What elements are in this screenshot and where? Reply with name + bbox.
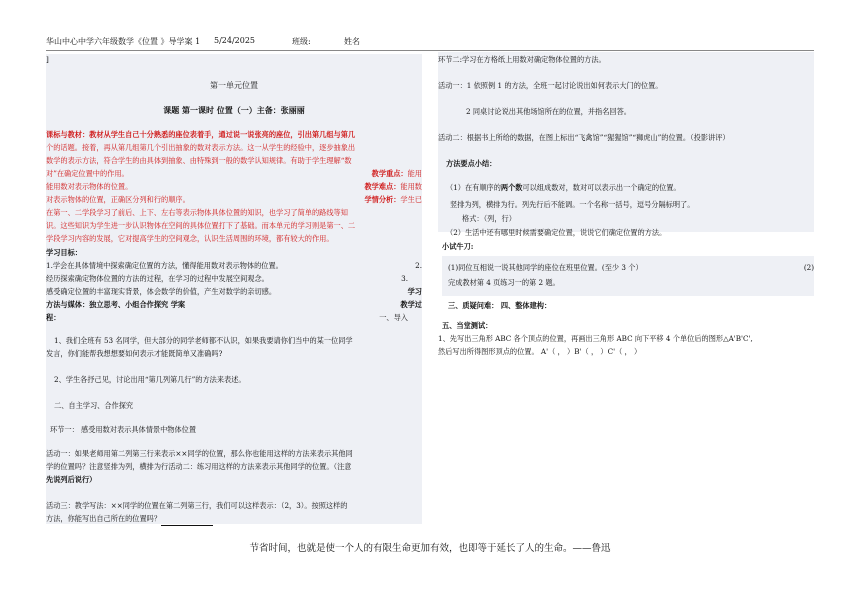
analysis-line: 数学的表示方法，符合学生的由具体到抽象、由特殊到一般的数学认知规律。有助于学生理解“数 <box>46 156 352 165</box>
process-line: 程： 一、导入 <box>46 313 408 322</box>
unit-title: 第一单元位置 <box>210 81 258 90</box>
quiz-line: 1、先写出三角形 ABC 各个顶点的位置，再画出三角形 ABC 向下平移 4 个单位后的图形△A'B'C', <box>438 334 753 343</box>
right-activity-1: 活动一：1 依照例 1 的方法，全班一起讨论说出如何表示大门的位置。 <box>438 81 663 90</box>
left-column <box>46 54 422 524</box>
goal-2: 经历探索确定物体位置的方法的过程，在学习的过程中发展空间观念。 3. <box>46 274 408 283</box>
analysis-line: 对”在确定位置中的作用。 教学重点：能用 <box>46 169 422 178</box>
goals-title: 学习目标： <box>46 248 82 257</box>
right-activity-2: 活动二：根据书上所给的数据，在图上标出“飞禽馆”“猩猩馆”“狮虎山”的位置。（投影讲评） <box>438 133 730 142</box>
test-1: (1)同位互相说一说其他同学的座位在班里位置。(至少 3 个） (2) <box>448 263 814 272</box>
quiz-line: 然后写出所得图形顶点的位置。 A'（ ， ）B'（ ， ）C'（ ， ） <box>438 347 642 356</box>
summary-1b: 竖排为列，横排为行。列先行后不能调。一个名称一括号，逗号分隔标明了。 <box>450 200 695 209</box>
activity-3-line: 方法，你能写出自己所在的位置吗？ <box>46 513 422 526</box>
footer-quote: 节省时间，也就是使一个人的有限生命更加有效，也即等于延长了人的生命。——鲁迅 <box>249 543 611 554</box>
header-class-label: 班级: <box>292 37 311 46</box>
format: 格式：（列，行） <box>462 214 516 223</box>
section-3: 三、质疑问难： 四、整体建构： <box>448 301 552 310</box>
right-activity-1b: 2 同桌讨论说出其他场馆所在的位置，并指名回答。 <box>466 107 631 116</box>
key-label: 教学重点： <box>371 169 408 178</box>
question-1-line: 发言，你们能帮我想想要如何表示才能既简单又准确吗? <box>46 349 223 358</box>
test-2: 完成教材第 4 页练习一的第 2 题。 <box>448 278 560 287</box>
section-5: 五、当堂测试： <box>442 321 493 330</box>
activity-1-line: 学的位置吗？注意竖排为列，横排为行活动二：练习用这样的方法来表示其他同学的位置。（注意 <box>46 462 352 471</box>
test-title: 小试牛刀: <box>442 242 474 251</box>
header-school: 华山中心中学六年级数学《位置 》导学案 1 <box>46 37 201 46</box>
summary-title: 方法要点小结： <box>446 159 497 168</box>
activity-1-line: 先说列后说行） <box>46 475 97 484</box>
page-header <box>46 36 814 51</box>
link-1: 环节一： 感受用数对表示具体情景中物体位置 <box>50 425 197 434</box>
summary-1: （1）在有顺序的两个数可以组成数对，数对可以表示出一个确定的位置。 <box>446 183 681 192</box>
activity-3-line: 活动三：教学写法：××同学的位置在第二列第三行，我们可以这样表示：（2，3）。按照这样的 <box>46 501 348 510</box>
analysis-line: 对表示物体的位置，正确区分列和行的顺序。 学情分析：学生已 <box>46 195 422 204</box>
analysis-line: 能用数对表示物体的位置。 教学难点：能用数 <box>46 182 422 191</box>
header-date: 5/24/2025 <box>214 36 256 45</box>
answer-blank <box>161 517 213 526</box>
question-1-line: 1、我们全班有 53 名同学，但大部分的同学老师都不认识，如果我要请你们当中的某一位同学 <box>54 336 353 345</box>
situation-label: 学情分析： <box>364 195 401 204</box>
analysis-line: 识。这些知识为学生进一步认识物体在空间的具体位置打下了基础。而本单元的学习则是第一、二 <box>46 221 356 230</box>
method-line: 方法与媒体：独立思考、小组合作探究 学案 教学过 <box>46 300 422 309</box>
activity-1-line: 活动一：如果老师用第二列第三行来表示××同学的位置，那么你也能用这样的方法来表示其他同 <box>46 449 353 458</box>
difficulty-label: 教学难点： <box>364 182 401 191</box>
analysis-line: 个的话题。接着，再从第几组第几个引出抽象的数对表示方法。这一从学生的经验中，逐步抽象出 <box>46 143 356 152</box>
section-2: 二、自主学习、合作探究 <box>54 401 134 410</box>
analysis-line: 在第一、二学段学习了前后、上下、左右等表示物体具体位置的知识，也学习了简单的路线等知 <box>46 208 348 217</box>
goal-1: 1.学会在具体情境中探索确定位置的方法，懂得能用数对表示物体的位置。 2. <box>46 261 422 270</box>
summary-2: （2）生活中还有哪里时候需要确定位置，说说它们确定位置的方法。 <box>446 228 667 237</box>
analysis-line: 课标与教材：教材从学生自己十分熟悉的座位表着手，通过说一说张亮的座位，引出第几组与第几 <box>46 130 356 139</box>
question-2: 2、学生各抒己见，讨论出用“第几列第几行”的方法来表述。 <box>54 375 246 384</box>
lesson-title: 课题 第一课时 位置（一）主备：张丽丽 <box>163 105 305 115</box>
header-name-label: 姓名 <box>344 37 360 46</box>
goal-3: 感受确定位置的丰富现实背景，体会数学的价值，产生对数学的亲切感。 学习 <box>46 287 422 296</box>
link-2: 环节二:学习在方格纸上用数对确定物体位置的方法。 <box>438 55 606 64</box>
bracket: ] <box>46 55 49 64</box>
analysis-line: 学段学习内容的发展，它对提高学生的空间观念，认识生活周围的环境，都有较大的作用。 <box>46 234 334 243</box>
